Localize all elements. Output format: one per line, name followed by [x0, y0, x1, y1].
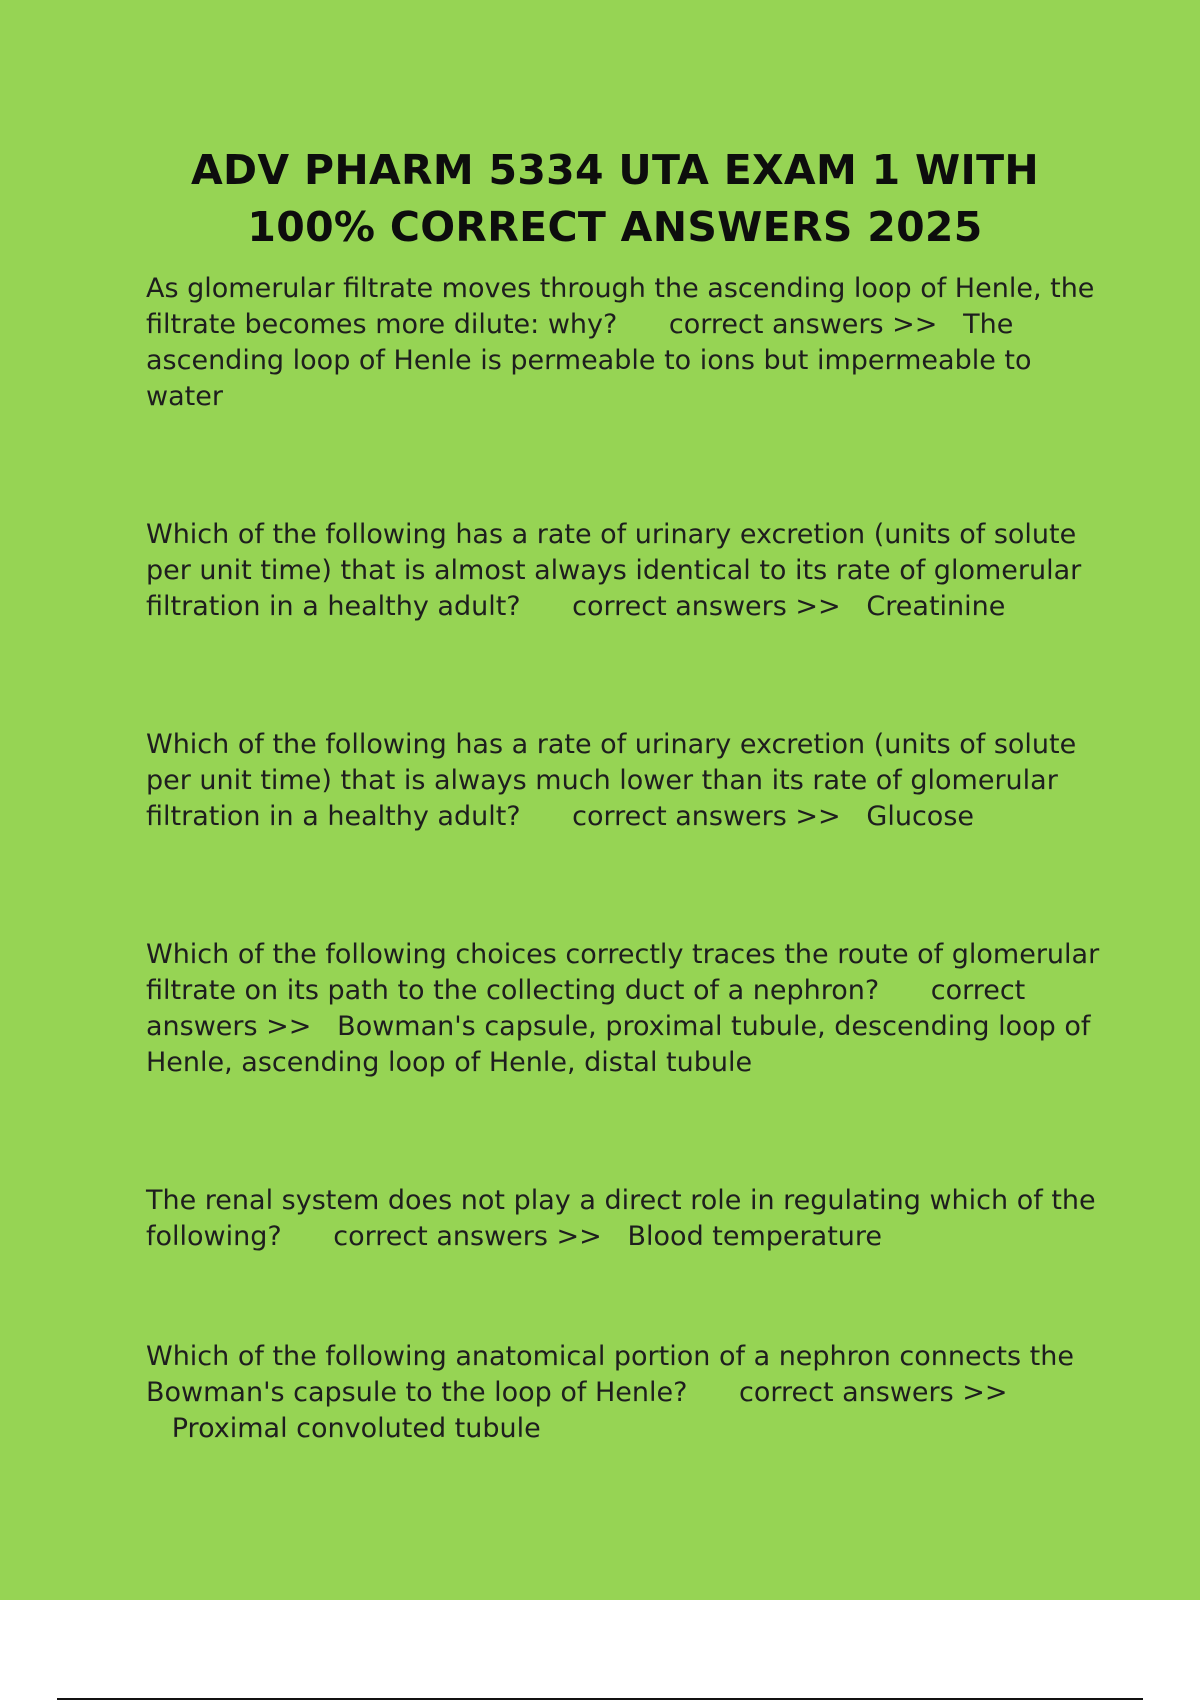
answer-marker: correct answers >>	[572, 801, 841, 832]
qa-item	[146, 1339, 1101, 1447]
answer-text: The ascending loop of Henle is permeable to ions but impermeable to water	[146, 309, 1032, 412]
answer-text: Bowman's capsule, proximal tubule, descending loop of Henle, ascending loop of Henle, distal tubule	[146, 1011, 1091, 1078]
answer-text: Glucose	[866, 801, 974, 832]
qa-list	[146, 271, 1101, 1549]
question-text: Which of the following choices correctly traces the route of glomerular filtrate on its path to the collecting duct of a nephron?	[146, 939, 1100, 1006]
answer-marker: correct answers >>	[146, 975, 1026, 1042]
qa-item	[146, 937, 1101, 1081]
qa-item	[146, 517, 1101, 625]
qa-item	[146, 727, 1101, 835]
question-text: As glomerular filtrate moves through the ascending loop of Henle, the filtrate becomes more dilute: why?	[146, 273, 1095, 340]
answer-marker: correct answers >>	[333, 1221, 602, 1252]
answer-marker: correct answers >>	[668, 309, 938, 340]
answer-marker: correct answers >>	[572, 591, 841, 622]
question-text: Which of the following anatomical portion of a nephron connects the Bowman's capsule to the loop of Henle?	[146, 1341, 1074, 1408]
question-text: Which of the following has a rate of urinary excretion (units of solute per unit time) that is almost always identical to its rate of glomerular filtration in a healthy adult?	[146, 519, 1082, 622]
qa-item	[146, 271, 1101, 415]
answer-marker: correct answers >>	[738, 1377, 1008, 1408]
answer-text: Blood temperature	[627, 1221, 883, 1252]
answer-text: Proximal convoluted tubule	[171, 1413, 541, 1444]
document-title: ADV PHARM 5334 UTA EXAM 1 WITH 100% CORRECT ANSWERS 2025	[191, 146, 1039, 251]
answer-text: Creatinine	[866, 591, 1006, 622]
qa-item	[146, 1183, 1101, 1255]
question-text: The renal system does not play a direct role in regulating which of the following?	[146, 1185, 1096, 1252]
question-text: Which of the following has a rate of urinary excretion (units of solute per unit time) that is always much lower than its rate of glomerular filtration in a healthy adult?	[146, 729, 1077, 832]
